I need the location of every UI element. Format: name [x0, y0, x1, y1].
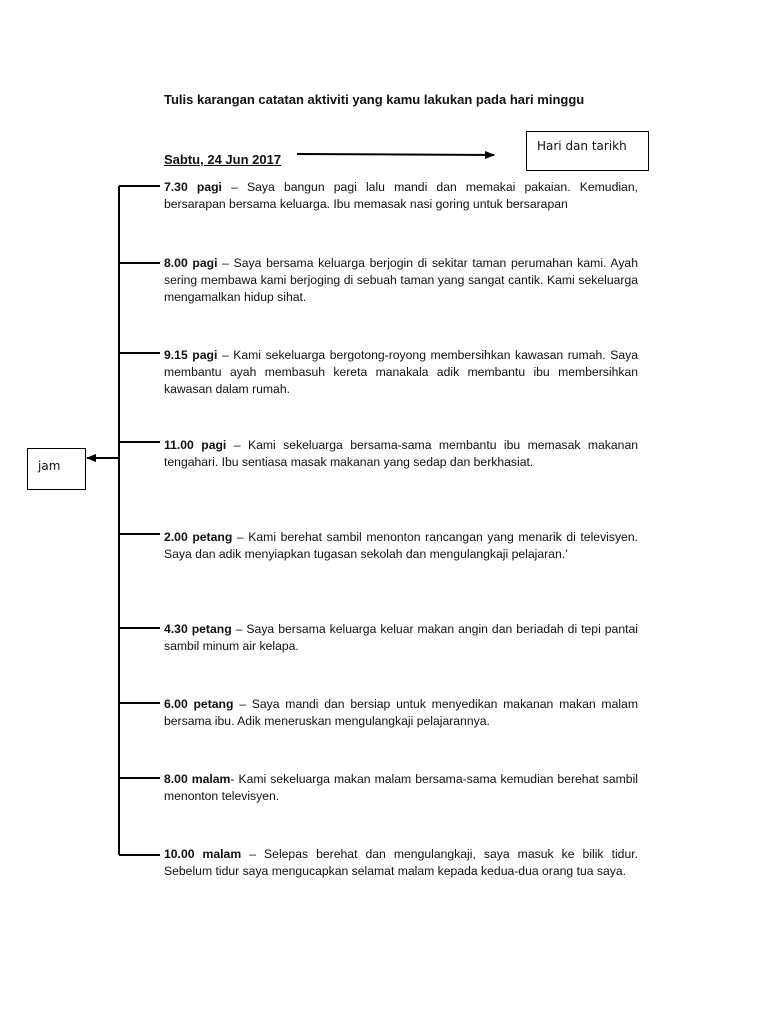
entry-time: 10.00 malam — [164, 847, 242, 861]
activity-entry — [164, 771, 638, 805]
entry-time: 4.30 petang — [164, 622, 232, 636]
entry-time: 9.15 pagi — [164, 348, 218, 362]
date-title: Sabtu, 24 Jun 2017 — [164, 152, 282, 167]
entry-time: 8.00 malam — [164, 772, 231, 786]
activity-entry — [164, 437, 638, 471]
time-label-text: jam — [38, 459, 61, 473]
entry-time: 2.00 petang — [164, 530, 233, 544]
entry-text: – Selepas berehat dan mengulangkaji, saya masuk ke bilik tidur. Sebelum tidur saya mengucapkan selamat malam kepada kedua-dua orang tua saya. — [164, 847, 638, 878]
entry-time: 7.30 pagi — [164, 180, 222, 194]
assignment-heading: Tulis karangan catatan aktiviti yang kamu lakukan pada hari minggu — [164, 92, 585, 107]
entry-text: – Saya mandi dan bersiap untuk menyedikan makanan makan malam bersama ibu. Adik meneruskan mengulangkaji pelajarannya. — [164, 697, 638, 728]
activity-entry — [164, 347, 638, 398]
entry-text: – Kami berehat sambil menonton rancangan yang menarik di televisyen. Saya dan adik menyiapkan tugasan sekolah dan mengulangkaji pelajaran.’ — [164, 530, 639, 561]
entry-text: – Saya bersama keluarga berjogin di sekitar taman perumahan kami. Ayah sering membawa kami berjoging di sebuah taman yang sangat cantik. Kami sekeluarga mengamalkan hidup sihat. — [164, 256, 638, 304]
activity-entry — [164, 696, 638, 730]
activity-entry — [164, 179, 638, 213]
activity-entry — [164, 621, 638, 655]
date-arrow — [297, 154, 494, 155]
entry-text: – Kami sekeluarga bersama-sama membantu ibu memasak makanan tengahari. Ibu sentiasa masak makanan yang sedap dan berkhasiat. — [164, 438, 639, 469]
time-label-box — [27, 448, 86, 490]
entry-text: - Kami sekeluarga makan malam bersama-sama kemudian berehat sambil menonton televisyen. — [164, 772, 638, 803]
entry-time: 6.00 petang — [164, 697, 234, 711]
entry-time: 11.00 pagi — [164, 438, 227, 452]
entry-text: – Saya bangun pagi lalu mandi dan memakai pakaian. Kemudian, bersarapan bersama keluarga. Ibu memasak nasi goring untuk bersarapan — [164, 180, 638, 211]
activity-entry — [164, 529, 638, 563]
entry-text: – Saya bersama keluarga keluar makan angin dan beriadah di tepi pantai sambil minum air kelapa. — [164, 622, 638, 653]
entry-text: – Kami sekeluarga bergotong-royong membersihkan kawasan rumah. Saya membantu ayah membasuh kereta manakala adik membantu ibu membersihkan kawasan dalam rumah. — [164, 348, 638, 396]
entry-time: 8.00 pagi — [164, 256, 218, 270]
date-label-box — [526, 131, 649, 171]
activity-entry — [164, 846, 638, 880]
date-label-text: Hari dan tarikh — [537, 139, 627, 153]
activity-entry — [164, 255, 638, 306]
